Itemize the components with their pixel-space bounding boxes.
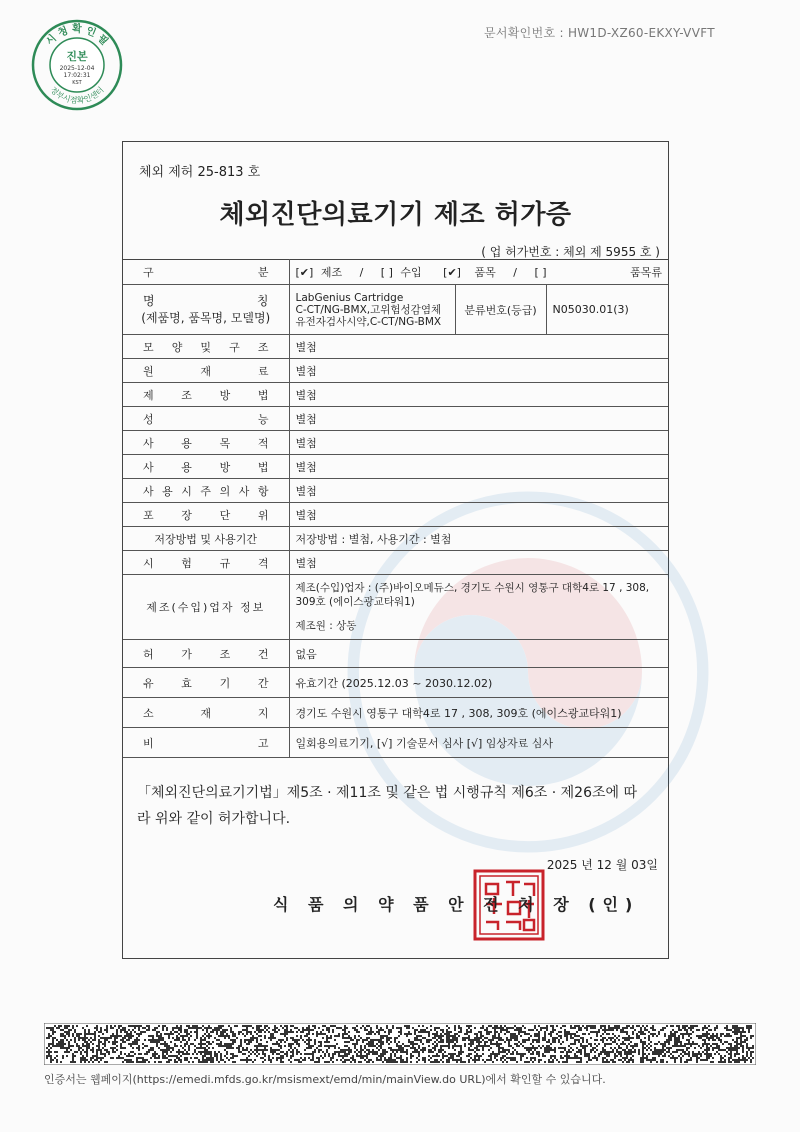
category-separator: /: [359, 266, 364, 279]
document-confirmation-number: 문서확인번호 : HW1D-XZ60-EKXY-VVFT: [484, 26, 715, 40]
approval-statement: [137, 780, 657, 832]
table-row: [123, 527, 668, 551]
category-mark-manufacture: [✔]: [295, 266, 314, 279]
seal-top-text: 시 청 확 인 필: [44, 24, 110, 48]
row-value: 별첨: [289, 503, 668, 527]
name-sub-label: (제품명, 품목명, 모델명): [141, 310, 271, 325]
row-label-test-spec: 시 험 규 격: [143, 556, 269, 570]
table-row: [123, 335, 668, 359]
classification-value: N05030.01(3): [546, 285, 668, 335]
product-name-line: LabGenius Cartridge: [295, 291, 404, 304]
row-label-performance: 성 능: [143, 412, 269, 426]
category-mark-item-class: [ ]: [534, 266, 547, 279]
table-row-manufacturer: [123, 575, 668, 640]
row-label-package: 포 장 단 위: [143, 508, 269, 522]
statement-line: 「체외진단의료기기법」제5조 · 제11조 및 같은 법 시행규칙 제6조 · 제26조에 따: [137, 785, 637, 801]
row-label-conditions: 허 가 조 건: [143, 647, 269, 661]
table-row: [123, 383, 668, 407]
doc-confirm-value: HW1D-XZ60-EKXY-VVFT: [567, 26, 715, 40]
manufacturer-label: 제조(수입)업자 정보: [146, 601, 266, 614]
table-row: [123, 640, 668, 668]
row-label-purpose: 사 용 목 적: [143, 436, 269, 450]
verification-footer: 인증서는 웹페이지(https://emedi.mfds.go.kr/msismext/emd/min/mainView.do URL)에서 확인할 수 있습니다.: [44, 1073, 606, 1086]
seal-time: 17:02:31: [63, 72, 91, 79]
minister-signature: 식 품 의 약 품 안 전 처 장 (인): [273, 895, 640, 914]
table-row: [123, 431, 668, 455]
row-label-usage: 사 용 방 법: [143, 460, 269, 474]
classification-label: 분류번호(등급): [455, 285, 546, 335]
table-row: [123, 455, 668, 479]
certificate-frame: [122, 141, 669, 959]
row-value: 별첨: [289, 455, 668, 479]
row-label-remarks: 비 고: [143, 736, 269, 750]
row-value: 없음: [289, 640, 668, 668]
row-label-method: 제 조 방 법: [143, 388, 269, 402]
business-license-number: ( 업 허가번호 : 체외 제 5955 호 ): [481, 245, 660, 259]
row-label-validity: 유 효 기 간: [143, 676, 269, 690]
manufacturer-origin: 제조원 : 상동: [295, 620, 357, 632]
table-row: [123, 728, 668, 758]
table-row: [123, 698, 668, 728]
category-mark-import: [ ]: [380, 266, 393, 279]
row-value: 별첨: [289, 407, 668, 431]
category-separator: /: [513, 266, 517, 279]
row-label-shape: 모 양 및 구 조: [143, 340, 269, 354]
name-label: 명 칭: [143, 293, 269, 308]
row-value: 별첨: [289, 479, 668, 503]
seal-tz: KST: [72, 80, 82, 86]
category-label: 구 분: [143, 266, 269, 279]
seal-bottom-text: 정부시점확인센터: [48, 85, 106, 106]
table-row-name: [123, 285, 668, 335]
row-label-location: 소 재 지: [143, 706, 269, 720]
certificate-title: 체외진단의료기기 제조 허가증: [219, 200, 572, 230]
manufacturer-line: 309호 (에이스광교타워1): [295, 596, 415, 608]
name-label-cell: [123, 285, 289, 335]
row-value: 경기도 수원시 영통구 대학4로 17 , 308, 309호 (에이스광교타워1): [289, 698, 668, 728]
row-label-manufacturer: [123, 575, 289, 640]
certificate-number: 체외 제허 25-813 호: [139, 165, 261, 180]
product-name-cell: [289, 285, 455, 335]
table-row: [123, 479, 668, 503]
category-option-item-class: 품목류: [630, 266, 662, 279]
doc-confirm-label: 문서확인번호: [484, 26, 556, 40]
table-row-category: [123, 260, 668, 285]
category-options: [289, 260, 668, 285]
table-row: [123, 359, 668, 383]
category-label-cell: [123, 260, 289, 285]
product-name-line: 유전자검사시약,C-CT/NG-BMX: [295, 315, 442, 328]
row-value: 유효기간 (2025.12.03 ~ 2030.12.02): [289, 668, 668, 698]
table-row: [123, 668, 668, 698]
category-option-import: 수입: [400, 266, 422, 279]
row-value: 별첨: [289, 431, 668, 455]
certificate-table: [123, 259, 668, 758]
seal-center-text: 진본: [66, 50, 88, 63]
row-value: 별첨: [289, 335, 668, 359]
category-mark-item: [✔]: [443, 266, 461, 279]
manufacturer-line: 제조(수입)업자 : (주)바이오메듀스, 경기도 수원시 영통구 대학4로 17 , 308,: [295, 582, 650, 594]
statement-line: 라 위와 같이 허가합니다.: [137, 811, 291, 827]
row-label-precautions: 사 용 시 주 의 사 항: [143, 484, 269, 498]
manufacturer-info: [289, 575, 668, 640]
seal-date: 2025-12-04: [59, 65, 95, 72]
row-value: 별첨: [289, 383, 668, 407]
table-row: [123, 407, 668, 431]
issue-date: 2025 년 12 월 03일: [546, 858, 658, 872]
row-value: 별첨: [289, 551, 668, 575]
row-value: 일회용의료기기, [√] 기술문서 심사 [√] 임상자료 심사: [289, 728, 668, 758]
table-row: [123, 503, 668, 527]
row-label-storage: 저장방법 및 사용기간: [123, 527, 289, 551]
table-row: [123, 551, 668, 575]
row-label-material: 원 재 료: [143, 364, 269, 378]
row-value: 저장방법 : 별첨, 사용기간 : 별첨: [289, 527, 668, 551]
product-name-line: C-CT/NG-BMX,고위험성감염체: [295, 303, 442, 316]
row-value: 별첨: [289, 359, 668, 383]
category-option-item: 품목: [474, 266, 496, 279]
category-option-manufacture: 제조: [320, 266, 343, 279]
authentication-barcode: [44, 1023, 756, 1065]
authenticity-seal: [30, 18, 124, 112]
